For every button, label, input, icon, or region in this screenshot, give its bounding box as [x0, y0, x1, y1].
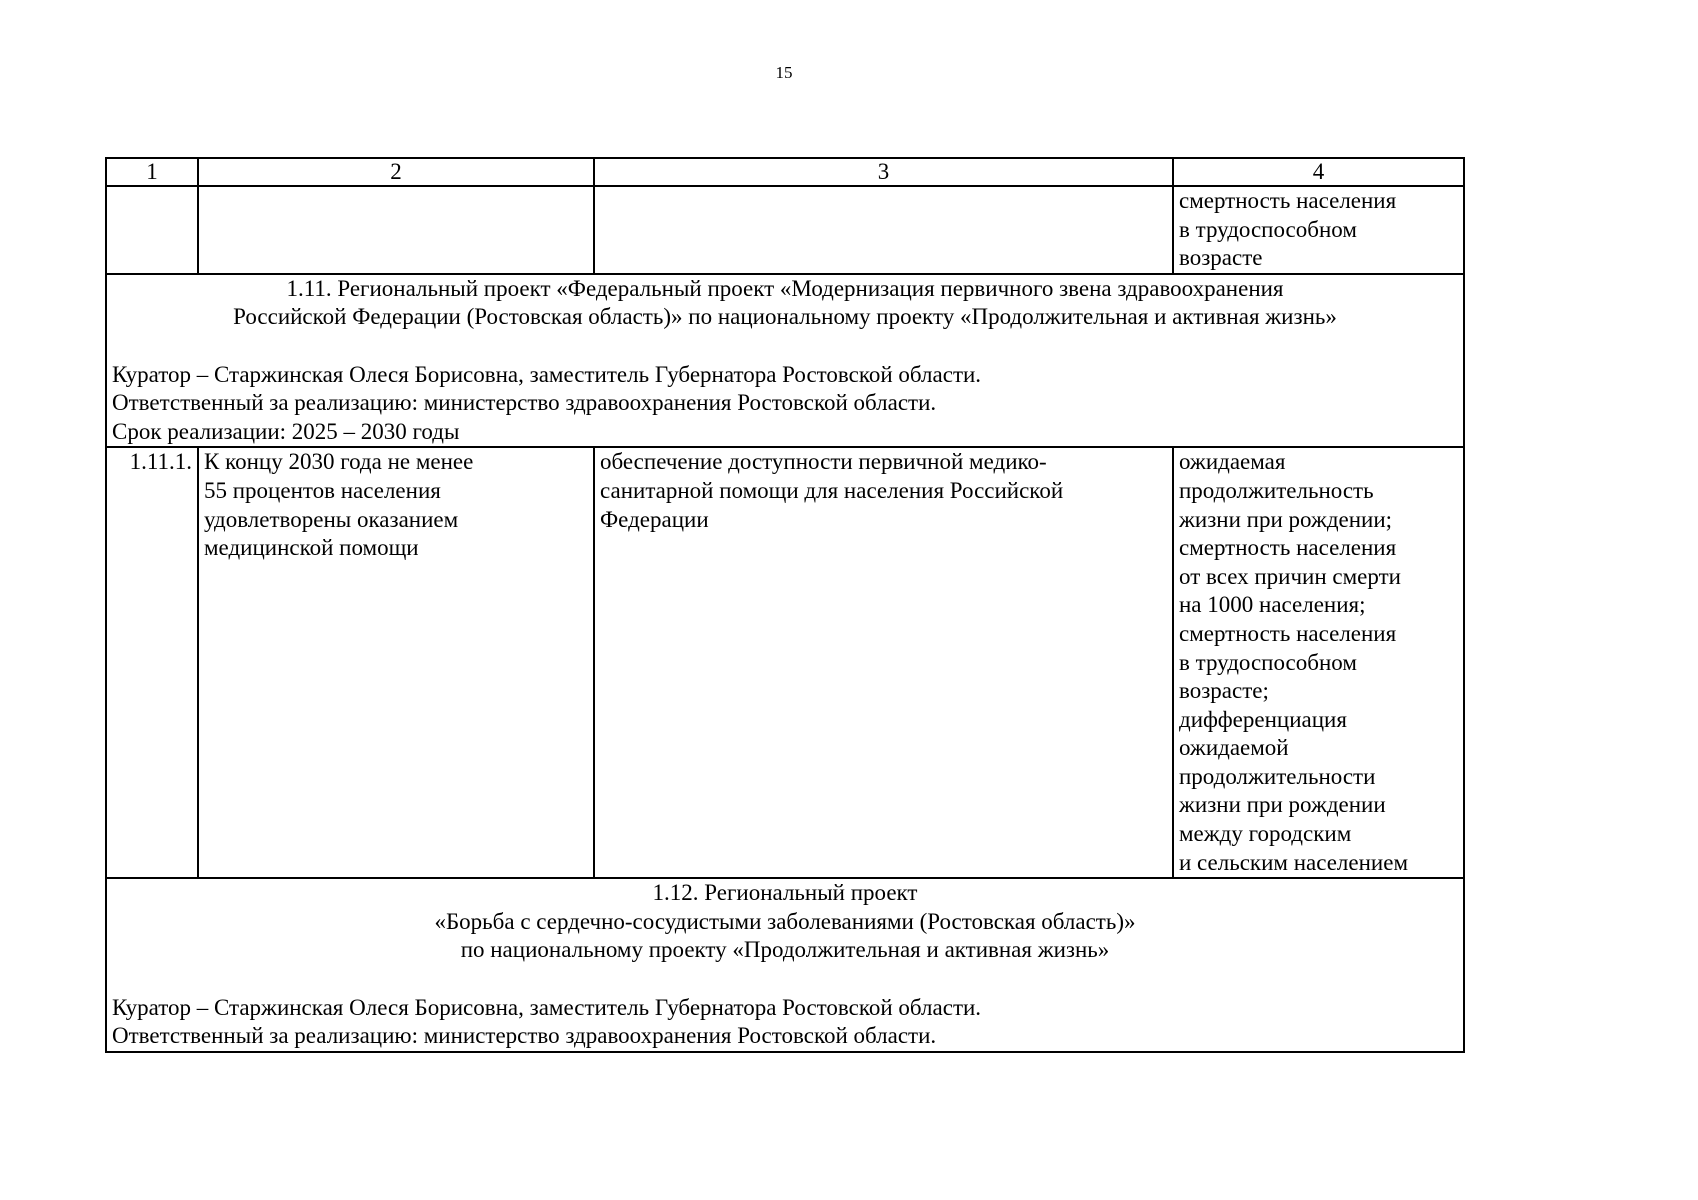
section-1-12 [106, 878, 1464, 1052]
text-line: смертность населения [1179, 535, 1397, 561]
text-line: на 1000 населения; [1179, 592, 1366, 618]
section-curator: Куратор – Старжинская Олеся Борисовна, заместитель Губернатора Ростовской области. [112, 361, 982, 387]
text-line: возрасте [1179, 245, 1263, 271]
text-line: между городским [1179, 821, 1352, 847]
text-line: в трудоспособном [1179, 216, 1357, 242]
column-header-4: 4 [1173, 158, 1464, 186]
text-line: ожидаемой [1179, 735, 1289, 761]
page-number: 15 [775, 63, 793, 82]
text-line: ожидаемая [1179, 449, 1286, 475]
text-line: 55 процентов населения [204, 477, 441, 503]
text-line: возрасте; [1179, 678, 1269, 704]
row-goal [198, 447, 594, 878]
text-line: в трудоспособном [1179, 649, 1357, 675]
continued-col1 [106, 186, 198, 274]
section-title-line: 1.11. Региональный проект «Федеральный проект «Модернизация первичного звена здравоохранения [286, 275, 1284, 301]
text-line: жизни при рождении [1179, 792, 1386, 818]
text-line: К концу 2030 года не менее [204, 449, 474, 475]
text-line: медицинской помощи [204, 535, 419, 561]
spacer [112, 332, 1458, 361]
text-line: санитарной помощи для населения Российской [600, 477, 1064, 503]
section-period: Срок реализации: 2025 – 2030 годы [112, 418, 460, 444]
text-line: дифференциация [1179, 706, 1347, 732]
row-task [594, 447, 1173, 878]
section-title-line: по национальному проекту «Продолжительная и активная жизнь» [460, 937, 1110, 963]
section-curator: Куратор – Старжинская Олеся Борисовна, заместитель Губернатора Ростовской области. [112, 994, 982, 1020]
column-header-2: 2 [198, 158, 594, 186]
table-row-1-11-1 [106, 447, 1464, 878]
text-line: обеспечение доступности первичной медико- [600, 449, 1047, 475]
text-line: и сельским населением [1179, 849, 1409, 875]
text-line: Федерации [600, 506, 709, 532]
text-line: продолжительности [1179, 763, 1376, 789]
section-responsible: Ответственный за реализацию: министерство здравоохранения Ростовской области. [112, 1023, 937, 1049]
section-title-line: Российской Федерации (Ростовская область)» по национальному проекту «Продолжительная и активная жизнь» [233, 304, 1337, 330]
text-line: смертность населения [1179, 620, 1397, 646]
table-header-row [106, 158, 1464, 186]
section-title-line: 1.12. Региональный проект [652, 880, 918, 906]
program-table [105, 157, 1465, 1053]
table-row-continued [106, 186, 1464, 274]
continued-col2 [198, 186, 594, 274]
text-line: удовлетворены оказанием [204, 506, 459, 532]
continued-indicators [1173, 186, 1464, 274]
section-title-line: «Борьба с сердечно-сосудистыми заболеваниями (Ростовская область)» [434, 908, 1136, 934]
spacer [112, 965, 1458, 994]
text-line: от всех причин смерти [1179, 563, 1401, 589]
section-row-1-11 [106, 274, 1464, 448]
section-1-11 [106, 274, 1464, 448]
row-number: 1.11.1. [106, 447, 198, 878]
text-line: жизни при рождении; [1179, 506, 1393, 532]
continued-col3 [594, 186, 1173, 274]
section-row-1-12 [106, 878, 1464, 1052]
text-line: продолжительность [1179, 477, 1374, 503]
row-indicators [1173, 447, 1464, 878]
section-responsible: Ответственный за реализацию: министерство здравоохранения Ростовской области. [112, 390, 937, 416]
column-header-3: 3 [594, 158, 1173, 186]
column-header-1: 1 [106, 158, 198, 186]
text-line: смертность населения [1179, 188, 1397, 213]
